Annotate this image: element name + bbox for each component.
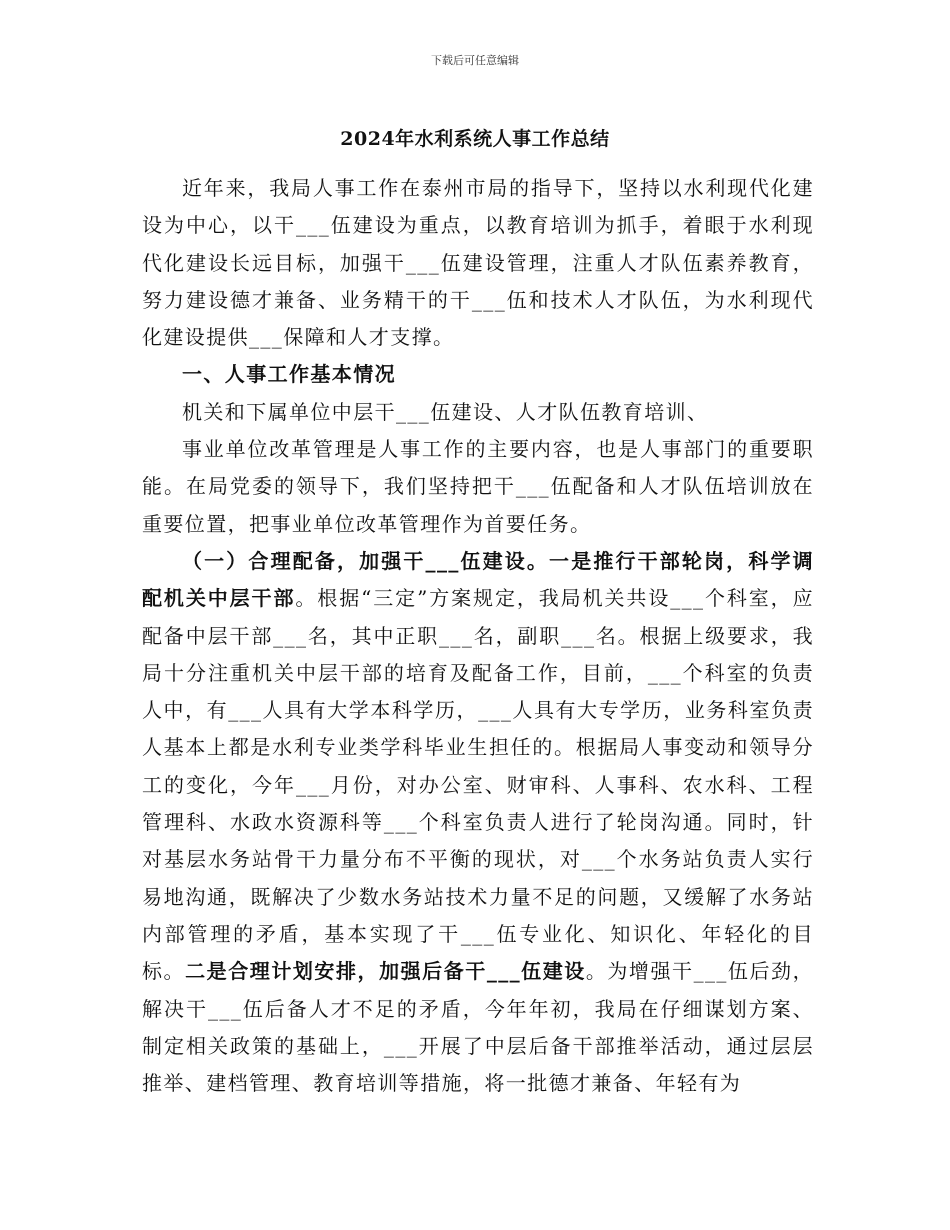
page-header-note: 下载后可任意编辑 — [431, 54, 519, 67]
subsection-lead-bold: （一）合理配备，加强干___伍建设。一是推行干部轮岗，科学调配机关中层干部 — [142, 548, 814, 611]
paragraph-functions: 事业单位改革管理是人事工作的主要内容，也是人事部门的重要职能。在局党委的领导下，我们坚持把干___伍配备和人才队伍培训放在重要位置，把事业单位改革管理作为首要任务。 — [142, 437, 814, 536]
paragraph-intro: 近年来，我局人事工作在泰州市局的指导下，坚持以水利现代化建设为中心，以干___伍建设为重点，以教育培训为抓手，着眼于水利现代化建设长远目标，加强干___伍建设管理，注重人才队伍素养教育，努力建设德才兼备、业务精干的干___伍和技术人才队伍，为水利现代化建设提供___保障和人才支撑。 — [142, 176, 814, 350]
paragraph-subsection-1 — [142, 543, 814, 1102]
subsection-point-2-text: 。为增强干___伍后劲，解决干___伍后备人才不足的矛盾，今年年初，我局在仔细谋划方案、制定相关政策的基础上，___开展了中层后备干部推举活动，通过层层推举、建档管理、教育培训等措施，将一批德才兼备、年轻有为 — [142, 959, 814, 1096]
subsection-body-text: 。根据“三定”方案规定，我局机关共设___个科室，应配备中层干部___名，其中正职___名，副职___名。根据上级要求，我局十分注重机关中层干部的培育及配备工作，目前，___个科室的负责人中，有___人具有大学本科学历，___人具有大专学历，业务科室负责人基本上都是水利专业类学科毕业生担任的。根据局人事变动和领导分工的变化，今年___月份，对办公室、财审科、人事科、农水科、工程管理科、水政水资源科等___个科室负责人进行了轮岗沟通。同时，针对基层水务站骨干力量分布不平衡的现状，对___个水务站负责人实行易地沟通，既解决了少数水务站技术力量不足的问题，又缓解了水务站内部管理的矛盾，基本实现了干___伍专业化、知识化、年轻化的目标。 — [142, 586, 814, 984]
section-heading-1: 一、人事工作基本情况 — [182, 362, 396, 387]
subsection-point-2-bold: 二是合理计划安排，加强后备干___伍建设 — [185, 959, 586, 984]
document-title: 2024年水利系统人事工作总结 — [340, 128, 610, 150]
document-body — [142, 170, 814, 1102]
paragraph-scope: 机关和下属单位中层干___伍建设、人才队伍教育培训、 — [182, 399, 709, 424]
